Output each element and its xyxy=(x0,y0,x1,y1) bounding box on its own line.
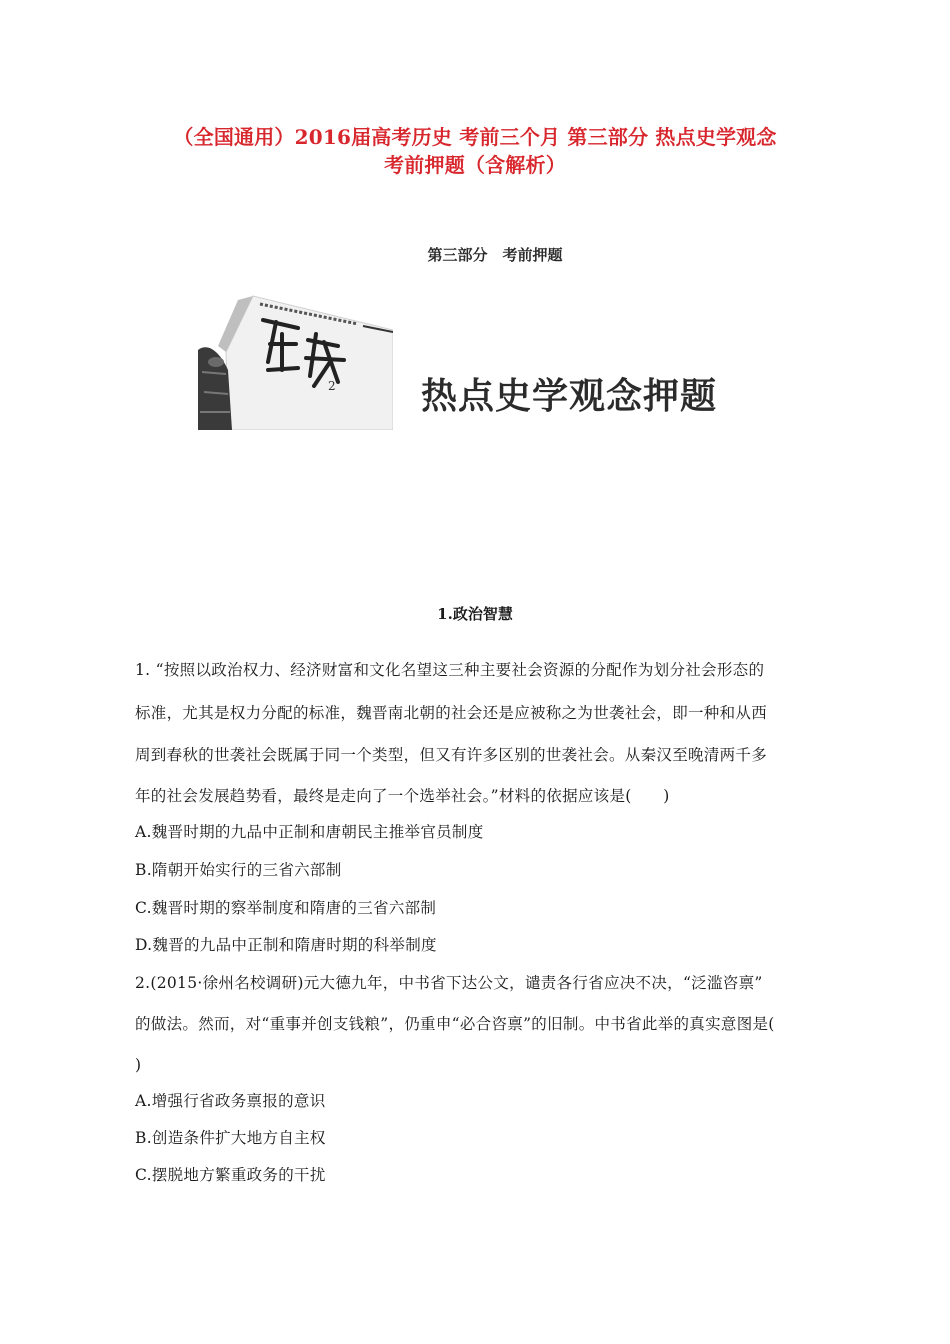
answer-option: D.魏晋的九品中正制和隋唐时期的科举制度 xyxy=(135,936,437,954)
document-title-line-1: （全国通用）2016届高考历史 考前三个月 第三部分 热点史学观念 xyxy=(173,125,777,149)
answer-option: B.隋朝开始实行的三省六部制 xyxy=(135,861,342,879)
svg-text:2: 2 xyxy=(328,379,336,393)
question-stem-line: 的做法。然而，对“重事并创支钱粮”，仍重申“必合咨禀”的旧制。中书省此举的真实意图是( xyxy=(135,1015,775,1033)
answer-option: C.魏晋时期的察举制度和隋唐的三省六部制 xyxy=(135,899,437,917)
answer-option: A.魏晋时期的九品中正制和唐朝民主推举官员制度 xyxy=(135,823,484,841)
section-heading: 1.政治智慧 xyxy=(437,605,513,623)
history-book-image xyxy=(198,282,393,430)
question-stem-line: 标准，尤其是权力分配的标准，魏晋南北朝的社会还是应被称之为世袭社会，即一种和从西 xyxy=(135,704,768,722)
question-stem-line: 1. “按照以政治权力、经济财富和文化名望这三种主要社会资源的分配作为划分社会形态的 xyxy=(135,661,765,679)
question-stem-line: ) xyxy=(135,1056,142,1074)
banner-title: 热点史学观念押题 xyxy=(421,376,718,417)
answer-option: C.摆脱地方繁重政务的干扰 xyxy=(135,1166,326,1184)
document-title-line-2: 考前押题（含解析） xyxy=(384,153,566,177)
answer-option: A.增强行省政务禀报的意识 xyxy=(135,1092,326,1110)
question-stem-line: 年的社会发展趋势看，最终是走向了一个选举社会。”材料的依据应该是( ) xyxy=(135,787,670,805)
section-label: 第三部分 考前押题 xyxy=(427,246,563,264)
question-stem-line: 2.(2015·徐州名校调研)元大德九年，中书省下达公文，谴责各行省应决不决，“泛滥咨禀” xyxy=(135,974,763,992)
answer-option: B.创造条件扩大地方自主权 xyxy=(135,1129,326,1147)
question-stem-line: 周到春秋的世袭社会既属于同一个类型，但又有许多区别的世袭社会。从秦汉至晚清两千多 xyxy=(135,746,768,764)
